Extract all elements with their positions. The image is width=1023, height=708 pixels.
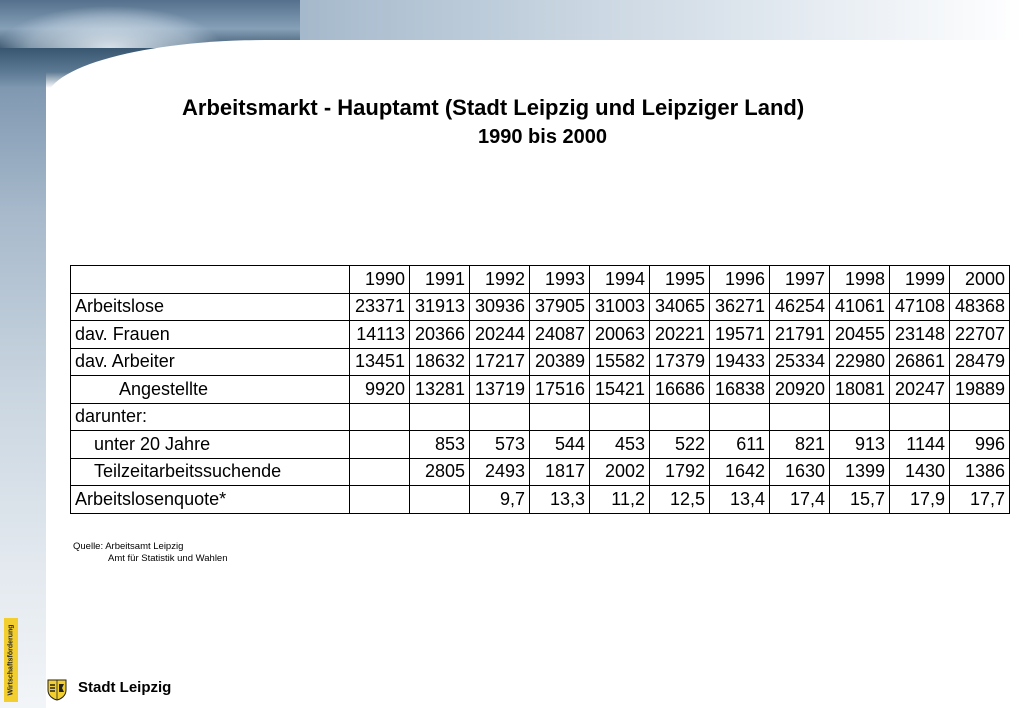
- data-cell: 1630: [770, 458, 830, 486]
- data-cell: 9,7: [470, 486, 530, 514]
- data-cell: 821: [770, 431, 830, 459]
- header-year-cell: 1999: [890, 266, 950, 294]
- header-year-cell: 1995: [650, 266, 710, 294]
- header-year-cell: 1998: [830, 266, 890, 294]
- data-cell: [890, 403, 950, 431]
- row-label-cell: Teilzeitarbeitssuchende: [71, 458, 350, 486]
- data-cell: 853: [410, 431, 470, 459]
- header-year-cell: 1992: [470, 266, 530, 294]
- data-cell: 17379: [650, 348, 710, 376]
- data-cell: 13281: [410, 376, 470, 404]
- side-label-text: Wirtschaftsförderung: [7, 624, 15, 696]
- data-cell: 20221: [650, 321, 710, 349]
- data-cell: [590, 403, 650, 431]
- data-cell: 48368: [950, 293, 1010, 321]
- data-cell: 19889: [950, 376, 1010, 404]
- data-cell: 22707: [950, 321, 1010, 349]
- page-subtitle: 1990 bis 2000: [478, 126, 607, 148]
- table-row: [71, 293, 1010, 321]
- data-cell: 13719: [470, 376, 530, 404]
- data-cell: [350, 486, 410, 514]
- data-cell: [710, 403, 770, 431]
- data-cell: [770, 403, 830, 431]
- data-cell: 1386: [950, 458, 1010, 486]
- data-cell: 13,4: [710, 486, 770, 514]
- data-cell: 17,7: [950, 486, 1010, 514]
- side-label: [4, 618, 18, 702]
- data-cell: 13451: [350, 348, 410, 376]
- row-label-cell: Arbeitslose: [71, 293, 350, 321]
- table-row: [71, 321, 1010, 349]
- data-cell: [410, 403, 470, 431]
- table-row: [71, 431, 1010, 459]
- header-year-cell: 1993: [530, 266, 590, 294]
- row-label-cell: dav. Arbeiter: [71, 348, 350, 376]
- table-row: [71, 348, 1010, 376]
- data-cell: 17,4: [770, 486, 830, 514]
- data-cell: 14113: [350, 321, 410, 349]
- background-photo-left: [0, 0, 46, 708]
- data-cell: 913: [830, 431, 890, 459]
- data-cell: 20063: [590, 321, 650, 349]
- data-cell: 47108: [890, 293, 950, 321]
- data-cell: 23371: [350, 293, 410, 321]
- header-year-cell: 1994: [590, 266, 650, 294]
- data-cell: 9920: [350, 376, 410, 404]
- row-label-cell: Arbeitslosenquote*: [71, 486, 350, 514]
- data-cell: 41061: [830, 293, 890, 321]
- data-cell: 15421: [590, 376, 650, 404]
- data-cell: 20366: [410, 321, 470, 349]
- data-cell: [530, 403, 590, 431]
- data-cell: 15,7: [830, 486, 890, 514]
- data-cell: 2805: [410, 458, 470, 486]
- source-line-1: Quelle: Arbeitsamt Leipzig: [73, 541, 184, 552]
- data-cell: 34065: [650, 293, 710, 321]
- data-cell: [410, 486, 470, 514]
- data-cell: 1792: [650, 458, 710, 486]
- data-cell: 16686: [650, 376, 710, 404]
- data-cell: 20247: [890, 376, 950, 404]
- table-row: [71, 403, 1010, 431]
- header-year-cell: 1996: [710, 266, 770, 294]
- data-cell: 11,2: [590, 486, 650, 514]
- data-cell: 573: [470, 431, 530, 459]
- data-cell: 17,9: [890, 486, 950, 514]
- data-cell: 26861: [890, 348, 950, 376]
- data-cell: 37905: [530, 293, 590, 321]
- source-line-2: Amt für Statistik und Wahlen: [108, 553, 228, 564]
- data-cell: [950, 403, 1010, 431]
- data-cell: 1430: [890, 458, 950, 486]
- data-cell: 2002: [590, 458, 650, 486]
- data-cell: 13,3: [530, 486, 590, 514]
- data-cell: [350, 458, 410, 486]
- data-cell: [350, 431, 410, 459]
- data-cell: 20244: [470, 321, 530, 349]
- data-cell: 15582: [590, 348, 650, 376]
- data-cell: 31003: [590, 293, 650, 321]
- data-cell: [650, 403, 710, 431]
- data-cell: 46254: [770, 293, 830, 321]
- data-cell: 544: [530, 431, 590, 459]
- header-year-cell: 1990: [350, 266, 410, 294]
- table-row: [71, 486, 1010, 514]
- table-header-row: [71, 266, 1010, 294]
- table-row: [71, 458, 1010, 486]
- data-cell: 12,5: [650, 486, 710, 514]
- source-note: [73, 541, 228, 565]
- data-cell: 2493: [470, 458, 530, 486]
- data-cell: 21791: [770, 321, 830, 349]
- data-cell: 16838: [710, 376, 770, 404]
- data-cell: 30936: [470, 293, 530, 321]
- row-label-cell: unter 20 Jahre: [71, 431, 350, 459]
- data-cell: 17217: [470, 348, 530, 376]
- row-label-cell: darunter:: [71, 403, 350, 431]
- data-cell: 19433: [710, 348, 770, 376]
- header-year-cell: 2000: [950, 266, 1010, 294]
- header-corner-cell: [71, 266, 350, 294]
- data-cell: 23148: [890, 321, 950, 349]
- data-cell: 17516: [530, 376, 590, 404]
- data-cell: [830, 403, 890, 431]
- org-name: Stadt Leipzig: [78, 679, 172, 696]
- labour-market-table: [70, 265, 1010, 514]
- page-title: Arbeitsmarkt - Hauptamt (Stadt Leipzig und Leipziger Land): [182, 95, 805, 120]
- data-cell: 18081: [830, 376, 890, 404]
- data-cell: 20389: [530, 348, 590, 376]
- header-year-cell: 1997: [770, 266, 830, 294]
- data-cell: 1399: [830, 458, 890, 486]
- city-coat-of-arms-icon: [47, 679, 67, 701]
- data-cell: 19571: [710, 321, 770, 349]
- data-cell: [350, 403, 410, 431]
- data-cell: 1642: [710, 458, 770, 486]
- data-cell: 36271: [710, 293, 770, 321]
- data-cell: 611: [710, 431, 770, 459]
- data-cell: 522: [650, 431, 710, 459]
- data-cell: 996: [950, 431, 1010, 459]
- data-cell: 1817: [530, 458, 590, 486]
- data-cell: [470, 403, 530, 431]
- data-cell: 24087: [530, 321, 590, 349]
- data-cell: 1144: [890, 431, 950, 459]
- data-cell: 22980: [830, 348, 890, 376]
- data-cell: 28479: [950, 348, 1010, 376]
- row-label-cell: dav. Frauen: [71, 321, 350, 349]
- data-cell: 25334: [770, 348, 830, 376]
- data-cell: 453: [590, 431, 650, 459]
- header-year-cell: 1991: [410, 266, 470, 294]
- data-cell: 31913: [410, 293, 470, 321]
- data-cell: 20455: [830, 321, 890, 349]
- data-cell: 18632: [410, 348, 470, 376]
- data-cell: 20920: [770, 376, 830, 404]
- row-label-cell: Angestellte: [71, 376, 350, 404]
- table-row: [71, 376, 1010, 404]
